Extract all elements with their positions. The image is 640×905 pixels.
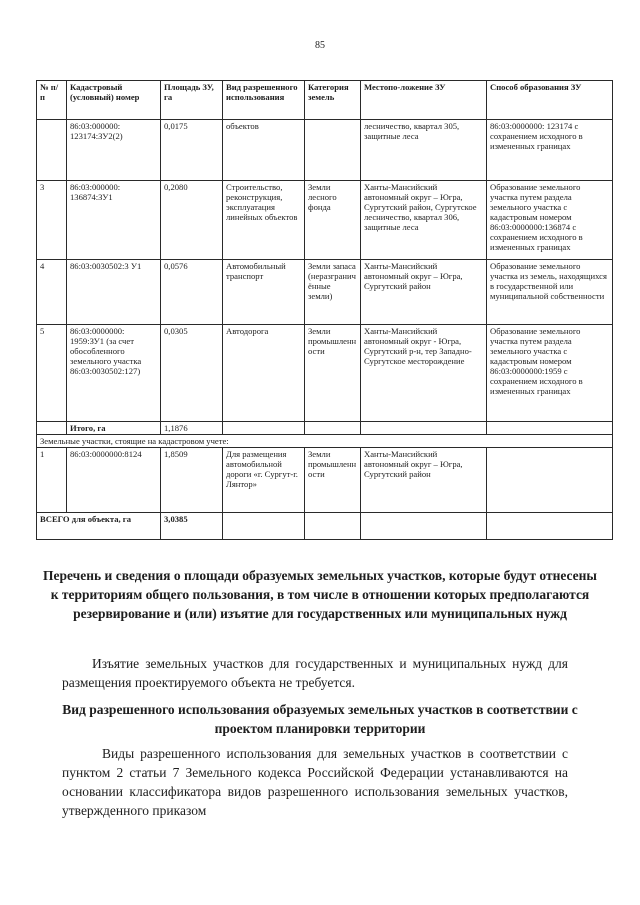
paragraph: Виды разрешенного использования для земельных участков в соответствии с пунктом 2 статьи 7 Земельного кодекса Российской Федерации устанавливаются на основании классификатора видов разрешенного использования земельных участков, утвержденного приказом	[62, 746, 568, 818]
table-cell: Ханты-Мансийский автономный округ - Югра, Сургутский р-н, тер Западно-Сургутское месторождение	[361, 325, 487, 422]
table-cell: 5	[37, 325, 67, 422]
table-cell: Автодорога	[223, 325, 305, 422]
col-header: Способ образования ЗУ	[487, 81, 613, 120]
table-cell	[487, 448, 613, 513]
table-cell: Для размещения автомобильной дороги «г. Сургут-г. Лянтор»	[223, 448, 305, 513]
table-cell	[305, 513, 361, 540]
page-number: 85	[315, 40, 325, 51]
col-header: Кадастровый (условный) номер	[67, 81, 161, 120]
table-cell: Образование земельного участка путем раздела земельного участка с кадастровым номером 86:03:0000000:136874 с сохранением исходного в измененных границах	[487, 181, 613, 260]
section-row	[37, 435, 613, 448]
table-cell	[305, 120, 361, 181]
section-label: Земельные участки, стоящие на кадастровом учете:	[37, 435, 613, 448]
table-cell	[361, 422, 487, 435]
table-cell	[223, 513, 305, 540]
table-row	[37, 260, 613, 325]
total-value: 1,1876	[161, 422, 223, 435]
table-cell	[487, 422, 613, 435]
total-label: Итого, га	[67, 422, 161, 435]
table-cell: Ханты-Мансийский автономный округ – Югра, Сургутский район	[361, 260, 487, 325]
table-cell: 86:03:000000: 136874:ЗУ1	[67, 181, 161, 260]
table-row	[37, 120, 613, 181]
table-cell: объектов	[223, 120, 305, 181]
land-plots-table	[36, 80, 613, 540]
grand-total-value: 3,0385	[161, 513, 223, 540]
table-cell: 86:03:0030502:3 У1	[67, 260, 161, 325]
table-cell: Ханты-Мансийский автономный округ – Югра, Сургутский район	[361, 448, 487, 513]
table-cell: Ханты-Мансийский автономный округ – Югра, Сургутский район, Сургутское лесничество, квартал 306, защитные леса	[361, 181, 487, 260]
table-cell: Земли промышленности	[305, 325, 361, 422]
table-row	[37, 448, 613, 513]
table-cell	[305, 422, 361, 435]
table-cell: 1,8509	[161, 448, 223, 513]
table-cell: Образование земельного участка путем раздела земельного участка с кадастровым номером 86:03:0000000:1959 с сохранением исходного в измененных границах	[487, 325, 613, 422]
table-cell	[37, 422, 67, 435]
table-cell: 86:03:0000000: 1959:ЗУ1 (за счет обособленного земельного участка 86:03:0030502:127)	[67, 325, 161, 422]
table-cell: 4	[37, 260, 67, 325]
table-cell: Строительство, реконструкция, эксплуатация линейных объектов	[223, 181, 305, 260]
table-cell: 0,0305	[161, 325, 223, 422]
table-row	[37, 325, 613, 422]
table-row	[37, 181, 613, 260]
table-cell: 0,2080	[161, 181, 223, 260]
col-header: Местопо-ложение ЗУ	[361, 81, 487, 120]
table-cell: Образование земельного участка из земель, находящихся в государственной или муниципальной собственности	[487, 260, 613, 325]
table-cell: Земли промышленности	[305, 448, 361, 513]
table-cell: лесничество, квартал 305, защитные леса	[361, 120, 487, 181]
table-cell: 0,0175	[161, 120, 223, 181]
table-cell: Земли лесного фонда	[305, 181, 361, 260]
total-row	[37, 422, 613, 435]
table-cell: Земли запаса (неразграничённые земли)	[305, 260, 361, 325]
col-header: Категория земель	[305, 81, 361, 120]
table-cell: Автомобильный транспорт	[223, 260, 305, 325]
section-heading: Перечень и сведения о площади образуемых земельных участков, которые будут отнесены к территориям общего пользования, в том числе в отношении которых предполагаются резервирование и (или) изъятие для государственных или муниципальных нужд	[43, 568, 597, 621]
paragraph: Изъятие земельных участков для государственных и муниципальных нужд для размещения проектируемого объекта не требуется.	[62, 656, 568, 690]
table-cell: 86:03:000000: 123174:ЗУ2(2)	[67, 120, 161, 181]
col-header: Вид разрешенного использования	[223, 81, 305, 120]
table-cell: 0,0576	[161, 260, 223, 325]
grand-total-row	[37, 513, 613, 540]
table-cell: 86:03:0000000: 123174 с сохранением исходного в измененных границах	[487, 120, 613, 181]
table-cell	[37, 120, 67, 181]
table-cell	[223, 422, 305, 435]
table-cell: 3	[37, 181, 67, 260]
table-header-row	[37, 81, 613, 120]
section-heading: Вид разрешенного использования образуемых земельных участков в соответствии с проектом планировки территории	[62, 702, 578, 736]
col-header: № п/п	[37, 81, 67, 120]
table-cell: 1	[37, 448, 67, 513]
grand-total-label: ВСЕГО для объекта, га	[37, 513, 161, 540]
col-header: Площадь ЗУ, га	[161, 81, 223, 120]
table-cell	[487, 513, 613, 540]
table-cell: 86:03:0000000:8124	[67, 448, 161, 513]
table-cell	[361, 513, 487, 540]
